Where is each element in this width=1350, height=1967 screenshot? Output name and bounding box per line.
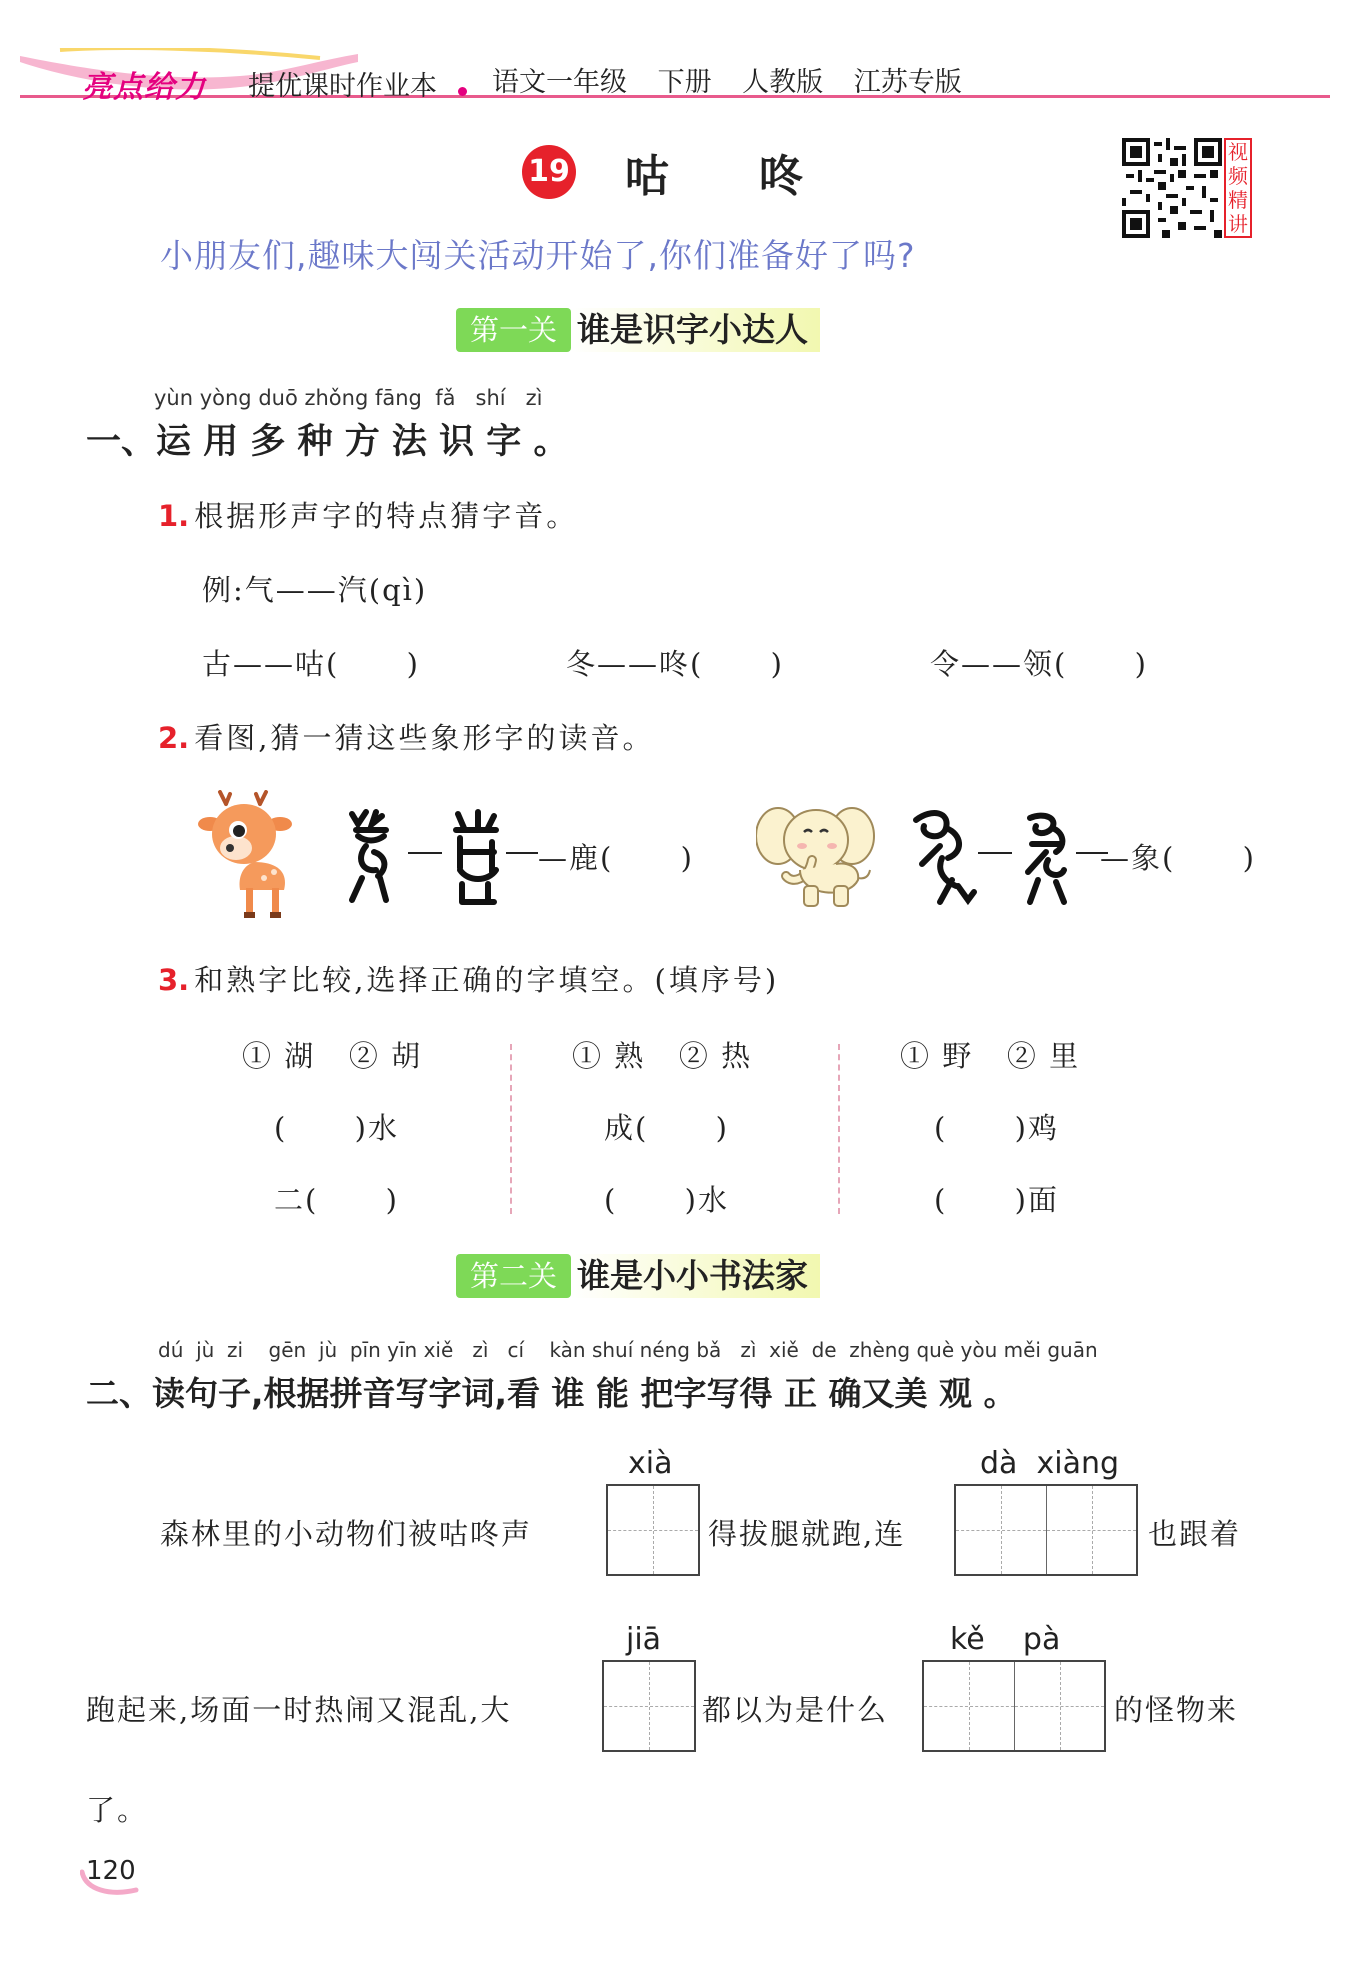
- s2-line1-box2[interactable]: [954, 1484, 1138, 1576]
- section1-pinyin: yùn yòng duō zhǒng fāng fǎ shí zì: [154, 386, 543, 410]
- q2-line: [158, 716, 655, 757]
- s2-line2-before: 跑起来,场面一时热闹又混乱,大: [86, 1693, 512, 1727]
- section2-heading: 二、读句子,根据拼音写字词,看 谁 能 把字写得 正 确又美 观 。: [86, 1374, 1017, 1413]
- q3-group2-options: ① 熟 ② 热: [572, 1039, 753, 1073]
- lesson-title: 咕咚: [625, 151, 893, 202]
- level2-banner: [456, 1254, 820, 1298]
- q3-text: 和熟字比较,选择正确的字填空。(填序号): [194, 963, 780, 997]
- deer-image: [196, 790, 300, 920]
- s2-line1-box1[interactable]: [606, 1484, 700, 1576]
- q3-group2-blank1[interactable]: 成( ): [604, 1111, 729, 1145]
- deer-bronze-glyph: [448, 808, 504, 906]
- s2-line1-middle: 得拔腿就跑,连: [708, 1517, 906, 1551]
- s2-line2-after: 的怪物来: [1114, 1693, 1239, 1727]
- writing-cell[interactable]: [924, 1662, 1014, 1750]
- section2-pinyin: dú jù zi gēn jù pīn yīn xiě zì cí kàn shuí néng bǎ zì xiě de zhèng què yòu měi guān: [158, 1338, 1098, 1362]
- q3-group1-blank1[interactable]: ( )水: [274, 1111, 399, 1145]
- level2-title: 谁是小小书法家: [571, 1254, 820, 1298]
- q3-group3-options: ① 野 ② 里: [900, 1039, 1081, 1073]
- q3-group1-options: ① 湖 ② 胡: [242, 1039, 423, 1073]
- level1-tag: 第一关: [456, 308, 571, 352]
- s2-line1-after: 也跟着: [1148, 1517, 1242, 1551]
- q3-group3-blank2[interactable]: ( )面: [934, 1183, 1059, 1217]
- writing-cell[interactable]: [956, 1486, 1046, 1574]
- writing-cell[interactable]: [1046, 1486, 1136, 1574]
- q3-group3-blank1[interactable]: ( )鸡: [934, 1111, 1059, 1145]
- elephant-bronze-glyph: [1016, 810, 1076, 906]
- elephant-image: [756, 800, 876, 910]
- s2-line1-box2-pinyin: dà xiàng: [980, 1446, 1120, 1481]
- s2-line2-middle: 都以为是什么: [702, 1693, 889, 1727]
- elephant-answer[interactable]: —象( ): [1100, 841, 1256, 875]
- q3-line: [158, 958, 779, 999]
- header-dot: [458, 87, 467, 96]
- s2-line2-box2-pinyin: kě pà: [950, 1622, 1061, 1657]
- q1-item-1[interactable]: 古——咕( ): [202, 647, 420, 681]
- q1-line: [158, 494, 578, 535]
- brand-name: 亮点给力: [82, 70, 206, 105]
- q1-example: 例:气——汽(qì): [202, 573, 428, 607]
- s2-line1-before: 森林里的小动物们被咕咚声: [160, 1517, 533, 1551]
- writing-cell[interactable]: [604, 1662, 694, 1750]
- brand-subtitle: 提优课时作业本: [248, 71, 437, 102]
- q1-number: 1.: [158, 499, 190, 533]
- writing-cell[interactable]: [1014, 1662, 1104, 1750]
- s2-line2-box1-pinyin: jiā: [626, 1622, 662, 1657]
- q3-group2-blank2[interactable]: ( )水: [604, 1183, 729, 1217]
- q2-text: 看图,猜一猜这些象形字的读音。: [194, 721, 655, 755]
- writing-cell[interactable]: [608, 1486, 698, 1574]
- glyph-dash-3: [978, 852, 1012, 854]
- q1-item-3[interactable]: 令——领( ): [930, 647, 1148, 681]
- glyph-dash-1: [408, 852, 442, 854]
- level1-banner: [456, 308, 820, 352]
- page-number: 120: [86, 1856, 136, 1886]
- q3-divider-2: [838, 1044, 840, 1214]
- q3-group1-blank2[interactable]: 二( ): [274, 1183, 399, 1217]
- glyph-dash-2: [506, 852, 538, 854]
- lesson-number-badge: 19: [522, 145, 576, 199]
- header-meta: 语文一年级 下册 人教版 江苏专版: [492, 67, 962, 98]
- s2-line2-box1[interactable]: [602, 1660, 696, 1752]
- qr-label: 视频精讲: [1224, 138, 1252, 238]
- deer-answer[interactable]: —鹿( ): [538, 841, 694, 875]
- s2-line2-box2[interactable]: [922, 1660, 1106, 1752]
- elephant-oracle-glyph: [906, 806, 978, 906]
- q3-divider-1: [510, 1044, 512, 1214]
- q3-number: 3.: [158, 963, 190, 997]
- s2-line1-box1-pinyin: xià: [628, 1446, 673, 1481]
- q1-item-2[interactable]: 冬——咚( ): [566, 647, 784, 681]
- q1-text: 根据形声字的特点猜字音。: [194, 499, 579, 533]
- s2-line3: 了。: [86, 1793, 149, 1827]
- intro-text: 小朋友们,趣味大闯关活动开始了,你们准备好了吗?: [160, 236, 916, 275]
- level2-tag: 第二关: [456, 1254, 571, 1298]
- deer-oracle-glyph: [336, 806, 406, 906]
- section1-heading: 一、运 用 多 种 方 法 识 字 。: [86, 422, 569, 462]
- level1-title: 谁是识字小达人: [571, 308, 820, 352]
- qr-code-icon[interactable]: [1122, 138, 1222, 238]
- q2-number: 2.: [158, 721, 190, 755]
